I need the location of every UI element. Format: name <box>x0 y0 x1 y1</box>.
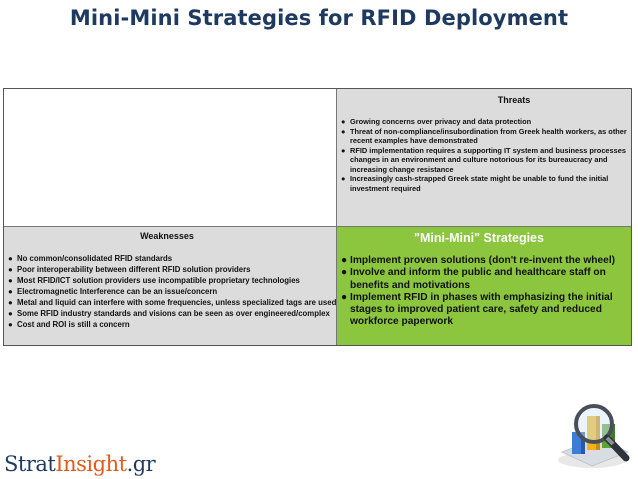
bullet-icon: ● <box>8 287 13 296</box>
empty-quadrant <box>4 89 337 227</box>
bullet-icon: ● <box>8 254 13 263</box>
bullet-icon: ● <box>341 255 348 266</box>
bullet-icon: ● <box>8 276 13 285</box>
bullet-icon: ● <box>8 265 13 274</box>
list-item: ● Electromagnetic Interference can be an issue/concern <box>8 287 218 296</box>
list-item: ● Some RFID industry standards and visions can be seen as over engineered/complex <box>8 309 330 318</box>
weaknesses-quadrant <box>4 227 337 345</box>
list-item: ● Implement proven solutions (don't re-invent the wheel) <box>341 255 616 266</box>
strategies-quadrant <box>337 227 631 345</box>
list-item: ● Involve and inform the public and healthcare staff on benefits and motivations <box>341 267 606 291</box>
bullet-icon: ● <box>341 267 348 279</box>
weaknesses-heading: Weaknesses <box>140 231 194 241</box>
bullet-icon: ● <box>341 117 346 126</box>
stratinsight-logo: StratInsight.gr <box>4 452 156 476</box>
weaknesses-list <box>8 253 337 330</box>
list-item: ● No common/consolidated RFID standards <box>8 254 173 263</box>
list-item: ● Metal and liquid can interfere with some frequencies, unless specialized tags are used <box>8 298 337 307</box>
threats-heading: Threats <box>497 95 531 105</box>
threats-list <box>341 117 631 193</box>
swot-matrix <box>3 88 632 346</box>
threats-quadrant <box>337 89 631 227</box>
bullet-icon: ● <box>341 145 346 155</box>
list-item: ● Increasingly cash-strapped Greek state might be unable to fund the initial investment required <box>341 174 609 193</box>
list-item: ● Growing concerns over privacy and data protection <box>341 117 532 126</box>
bullet-icon: ● <box>341 291 348 303</box>
strategies-list <box>341 255 631 329</box>
bullet-icon: ● <box>341 174 346 183</box>
list-item: ● Poor interoperability between different RFID solution providers <box>8 265 251 274</box>
list-item: ● RFID implementation requires a supporting IT system and business processes changes in an environment and culture notorious for its bureaucracy and increasing change resistance <box>341 145 626 174</box>
bullet-icon: ● <box>8 309 13 318</box>
bullet-icon: ● <box>341 126 346 136</box>
bullet-icon: ● <box>8 320 13 329</box>
list-item: ● Threat of non-compliance/insubordination from Greek health workers, as other recent examples have demonstrated <box>341 126 627 145</box>
list-item: ● Implement RFID in phases with emphasizing the initial stages to improved patient care, safety and reduced workforce paperwork <box>341 291 613 328</box>
bullet-icon: ● <box>8 298 13 307</box>
page-title: Mini-Mini Strategies for RFID Deployment <box>69 6 569 30</box>
list-item: ● Most RFID/ICT solution providers use incompatible proprietary technologies <box>8 276 300 285</box>
list-item: ● Cost and ROI is still a concern <box>8 320 130 329</box>
strategies-heading: "Mini-Mini" Strategies <box>414 231 544 245</box>
magnifier-over-bar-chart-icon <box>554 394 636 474</box>
